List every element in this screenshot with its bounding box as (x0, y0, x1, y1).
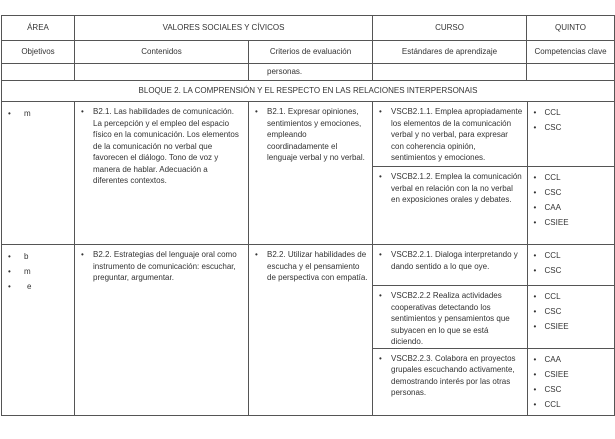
subheader-row (2, 41, 615, 64)
subheader-estandares: Estándares de aprendizaje (373, 41, 527, 64)
list-item: • CSIEE (533, 369, 569, 379)
list-item: • m (8, 267, 31, 276)
list-item: • m (8, 109, 31, 118)
criterio-cell: • B2.2. Utilizar habilidades de escucha y el pensamiento de perspectiva con empatía. (255, 250, 368, 282)
list-item: • CAA (533, 354, 561, 364)
objetivos-list (2, 102, 74, 123)
table-row (2, 245, 615, 416)
estandar-row (373, 102, 615, 167)
subheader-contenidos: Contenidos (75, 41, 249, 64)
estandar-row (373, 167, 615, 245)
subheader-competencias: Competencias clave (527, 41, 615, 64)
bloque-title: BLOQUE 2. LA COMPRENSIÓN Y EL RESPECTO EN LAS RELACIONES INTERPERSONAIS (2, 81, 615, 102)
competencias-list (528, 167, 615, 231)
header-quinto: QUINTO (527, 16, 615, 41)
subheader-criterios: Criterios de evaluación (249, 41, 373, 64)
header-row (2, 16, 615, 41)
continuation-text: personas. (267, 67, 303, 76)
competencias-list (528, 102, 615, 136)
curriculum-table (1, 15, 615, 416)
list-item: • CSC (533, 188, 562, 197)
estandar-cell: • VSCB2.2.1. Dialoga interpretando y dando sentido a lo que oye. (379, 250, 518, 271)
continuation-row (2, 64, 615, 81)
header-curso: CURSO (373, 16, 527, 41)
list-item: • CSC (533, 266, 562, 275)
objetivos-list (2, 245, 74, 296)
list-item: • CAA (533, 203, 561, 212)
estandar-row (373, 245, 615, 286)
list-item: • b (8, 252, 29, 261)
list-item: • e (8, 282, 32, 291)
bloque-row (2, 81, 615, 102)
subheader-objetivos: Objetivos (2, 41, 75, 64)
contenido-cell: • B2.1. Las habilidades de comunicación. La percepción y el empleo del espacio físico en la comunicación. Los elementos de la comunicación no verbal que favorecen el diálogo. Tono de voz y manera de hablar. Adecuación a diferentes contextos. (81, 107, 239, 185)
list-item: • CSC (533, 123, 562, 132)
estandar-row (373, 348, 615, 415)
table-row (2, 102, 615, 245)
estandar-cell: • VSCB2.2.3. Colabora en proyectos grupales escuchando activamente, demostrando interés por las otras personas. (379, 353, 516, 397)
estandar-cell: • VSCB2.1.2. Emplea la comunicación verbal en relación con la no verbal en exposiciones orales y debates. (379, 172, 522, 204)
list-item: • CCL (533, 292, 561, 301)
list-item: • CSIEE (533, 322, 569, 331)
estandar-cell: • VSCB2.2.2 Realiza actividades cooperativas detectando los sentimientos y pensamientos que subyacen en lo que se está diciendo. (379, 291, 510, 346)
list-item: • CCL (533, 108, 561, 117)
header-valores: VALORES SOCIALES Y CÍVICOS (75, 16, 373, 41)
contenido-cell: • B2.2. Estrategias del lenguaje oral como instrumento de comunicación: escuchar, preguntar, argumentar. (81, 250, 237, 282)
list-item: • CSC (533, 384, 562, 394)
list-item: • CCL (533, 399, 561, 409)
competencias-list (528, 245, 615, 279)
competencias-list (528, 349, 615, 413)
list-item: • CCL (533, 173, 561, 182)
competencias-list (528, 286, 615, 335)
estandar-row (373, 286, 615, 349)
list-item: • CSC (533, 307, 562, 316)
estandar-cell: • VSCB2.1.1. Emplea apropiadamente los elementos de la comunicación verbal y no verbal, para expresar con coherencia opinión, sentimientos y emociones. (379, 107, 523, 162)
list-item: • CCL (533, 251, 561, 260)
header-area: ÁREA (2, 16, 75, 41)
list-item: • CSIEE (533, 218, 569, 227)
criterio-cell: • B2.1. Expresar opiniones, sentimientos y emociones, empleando coordinadamente el lenguaje verbal y no verbal. (255, 107, 365, 162)
